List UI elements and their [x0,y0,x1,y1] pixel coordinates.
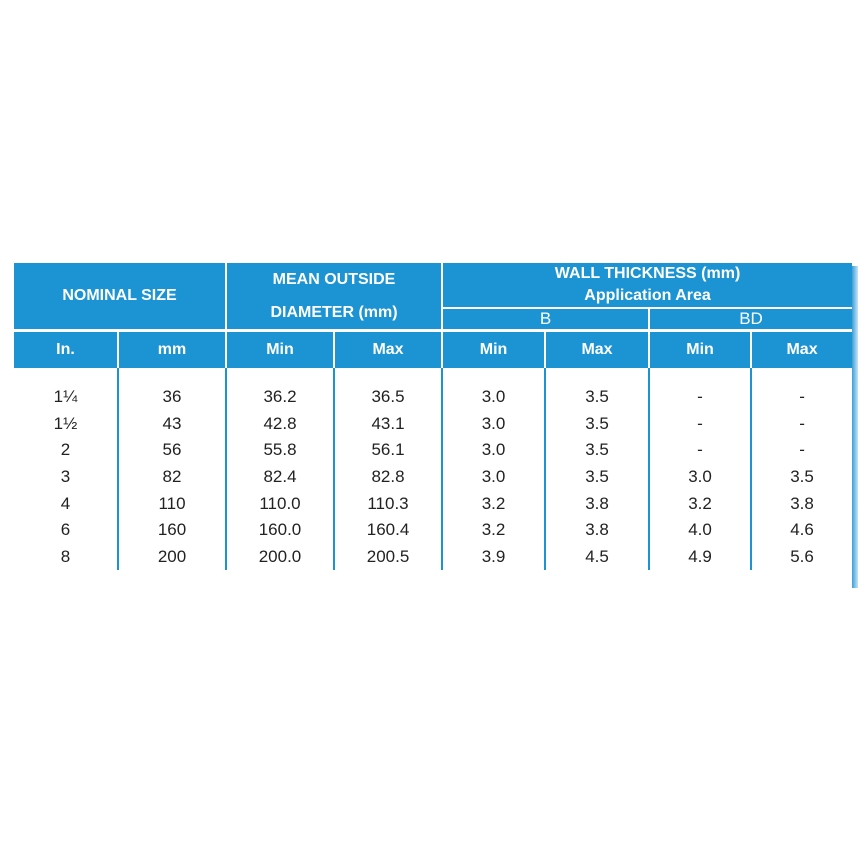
cell-in: 2 [14,437,118,464]
subheader-mm: mm [118,331,226,369]
cell-b-max: 3.8 [545,490,649,517]
header-application-area: Application Area [584,287,711,304]
table-row [14,544,852,571]
cell-b-max: 3.5 [545,384,649,411]
cell-bd-min: 3.0 [649,464,751,491]
table-edge-shadow [852,266,858,588]
subheader-b-min: Min [442,331,545,369]
cell-bd-min: 4.0 [649,517,751,544]
header-nominal-size: NOMINAL SIZE [14,263,226,331]
table-body [14,368,852,570]
cell-b-min: 3.2 [442,517,545,544]
cell-b-min: 3.0 [442,437,545,464]
cell-b-max: 3.5 [545,464,649,491]
cell-bd-max: 4.6 [790,520,814,540]
header-wall-thickness [442,263,852,308]
subheader-bd-max: Max [751,331,852,369]
table-row [14,490,852,517]
table-row [14,464,852,491]
cell-od-max: 160.4 [334,517,442,544]
cell-b-min: 3.0 [442,384,545,411]
cell-in: 6 [14,517,118,544]
cell-mm: 200 [118,544,226,571]
cell-b-min: 3.0 [442,464,545,491]
cell-bd-min: 3.2 [649,490,751,517]
cell-od-min: 110.0 [226,490,334,517]
cell-od-min: 55.8 [226,437,334,464]
subheader-b-max: Max [545,331,649,369]
cell-mm: 56 [118,437,226,464]
cell-mm: 160 [118,517,226,544]
cell-bd-max: 5.6 [790,546,814,566]
cell-od-min: 42.8 [226,411,334,438]
cell-od-min: 36.2 [226,384,334,411]
subheader-od-min: Min [226,331,334,369]
cell-bd-min: 4.9 [649,544,751,571]
table-row [14,411,852,438]
header-wall-thickness-line1: WALL THICKNESS (mm) [554,265,741,282]
cell-b-min: 3.2 [442,490,545,517]
cell-bd-max: - [799,387,805,407]
cell-bd-min: - [649,437,751,464]
cell-od-max: 82.8 [334,464,442,491]
cell-od-max: 43.1 [334,411,442,438]
cell-b-max: 3.5 [545,437,649,464]
subheader-bd-min: Min [649,331,751,369]
header-mean-outside-diameter [226,263,442,331]
pipe-dimensions-table [14,263,852,570]
pipe-dimensions-table-container [14,263,852,570]
header-area-b: B [442,308,649,331]
table-row [14,384,852,411]
cell-in: 4 [14,490,118,517]
header-area-bd: BD [649,308,852,331]
table-spacer-row [14,368,852,384]
subheader-row [14,331,852,369]
cell-od-max: 200.5 [334,544,442,571]
cell-bd-max: 3.5 [790,467,814,487]
cell-bd-max: 3.8 [790,493,814,513]
cell-in: 1¼ [14,384,118,411]
cell-mm: 82 [118,464,226,491]
header-mean-od-line1: MEAN OUTSIDE [272,271,396,288]
cell-mm: 36 [118,384,226,411]
table-row [14,437,852,464]
cell-b-max: 4.5 [545,544,649,571]
cell-od-max: 56.1 [334,437,442,464]
header-mean-od-line2: DIAMETER (mm) [270,304,398,321]
cell-od-min: 160.0 [226,517,334,544]
cell-od-min: 82.4 [226,464,334,491]
cell-bd-max: - [799,440,805,460]
cell-in: 3 [14,464,118,491]
cell-in: 1½ [14,411,118,438]
cell-bd-min: - [649,411,751,438]
cell-bd-max: - [799,413,805,433]
cell-b-max: 3.8 [545,517,649,544]
cell-bd-min: - [649,384,751,411]
cell-b-min: 3.9 [442,544,545,571]
subheader-od-max: Max [334,331,442,369]
cell-b-max: 3.5 [545,411,649,438]
cell-mm: 43 [118,411,226,438]
subheader-in: In. [14,331,118,369]
cell-od-min: 200.0 [226,544,334,571]
table-row [14,517,852,544]
cell-od-max: 110.3 [334,490,442,517]
cell-b-min: 3.0 [442,411,545,438]
cell-od-max: 36.5 [334,384,442,411]
cell-mm: 110 [118,490,226,517]
cell-in: 8 [14,544,118,571]
